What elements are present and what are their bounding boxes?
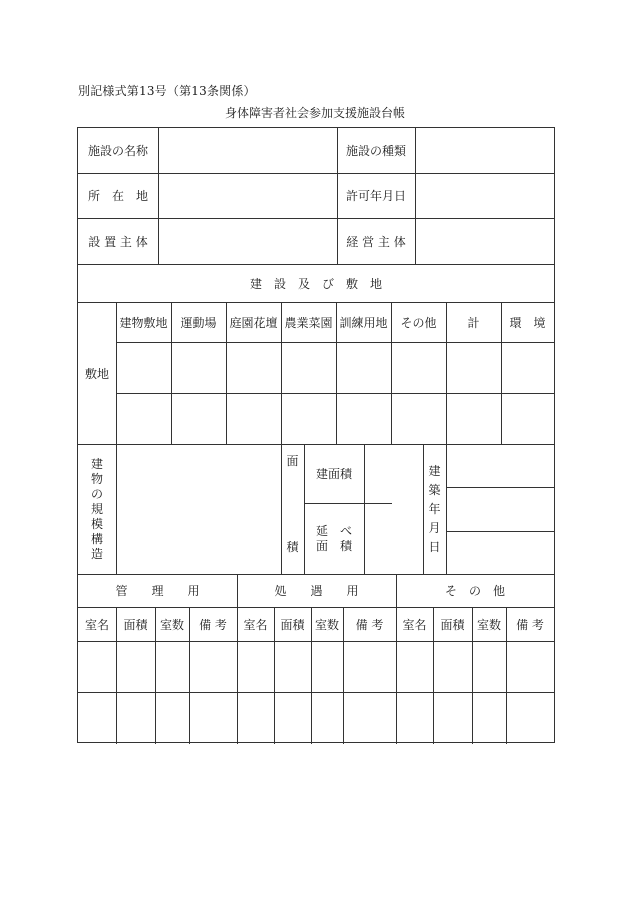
room-area-header: 面積 (123, 617, 148, 632)
site-col-garden: 庭園花壇 (229, 315, 278, 330)
facility-name-label: 施設の名称 (87, 144, 148, 158)
rule (116, 444, 117, 574)
operator-label: 経 営 主 体 (346, 234, 406, 249)
room-name-header: 室名 (402, 617, 427, 632)
rule (116, 393, 554, 394)
building-area-label: 建面積 (315, 467, 352, 481)
room-count-header: 室数 (476, 617, 501, 632)
area-char-bottom: 積 (286, 539, 299, 554)
site-col-building-lot: 建物敷地 (119, 315, 168, 330)
rooms-group-other: そ の 他 (444, 584, 505, 598)
form-title: 身体障害者社会参加支援施設台帳 (224, 106, 405, 120)
building-scale-label: 建 物 の 規 模 構 造 (90, 456, 103, 561)
room-area-header: 面積 (280, 617, 305, 632)
room-name-header: 室名 (243, 617, 268, 632)
rooms-group-care: 処 遇 用 (274, 584, 359, 598)
rule (78, 641, 554, 642)
room-area-header: 面積 (440, 617, 465, 632)
room-count-header: 室数 (159, 617, 184, 632)
rooms-group-management: 管 理 用 (115, 584, 200, 598)
founder-label: 設 置 主 体 (88, 234, 148, 249)
site-col-total: 計 (467, 315, 480, 330)
construction-date-label: 建 築 年 月 日 (428, 463, 441, 554)
rule (446, 531, 554, 532)
room-remarks-header: 備 考 (516, 617, 544, 632)
rule (446, 487, 554, 488)
room-remarks-header: 備 考 (199, 617, 227, 632)
room-remarks-header: 備 考 (355, 617, 384, 632)
facility-type-label: 施設の種類 (345, 144, 406, 158)
site-row-label: 敷地 (84, 366, 109, 381)
site-section-title: 建 設 及 び 敷 地 (249, 276, 382, 291)
rule (415, 128, 416, 264)
rule (78, 692, 554, 693)
rule (446, 444, 447, 574)
form-number: 別記様式第13号（第13条関係） (78, 84, 256, 98)
area-char-top: 面 (286, 453, 299, 468)
location-label: 所 在 地 (87, 189, 148, 203)
rule (116, 342, 554, 343)
total-floor-area-label: 延 べ 面 積 (315, 523, 352, 553)
site-col-farm: 農業菜園 (284, 315, 333, 330)
room-count-header: 室数 (314, 617, 339, 632)
rule (158, 128, 159, 264)
room-name-header: 室名 (84, 617, 109, 632)
site-col-training-land: 訓練用地 (339, 315, 388, 330)
rule (364, 444, 365, 574)
site-col-environment: 環 境 (509, 315, 546, 330)
site-col-other: その他 (400, 315, 437, 330)
permit-date-label: 許可年月日 (345, 189, 406, 203)
site-col-sports-ground: 運動場 (180, 315, 217, 330)
facility-register-sheet (77, 127, 555, 743)
